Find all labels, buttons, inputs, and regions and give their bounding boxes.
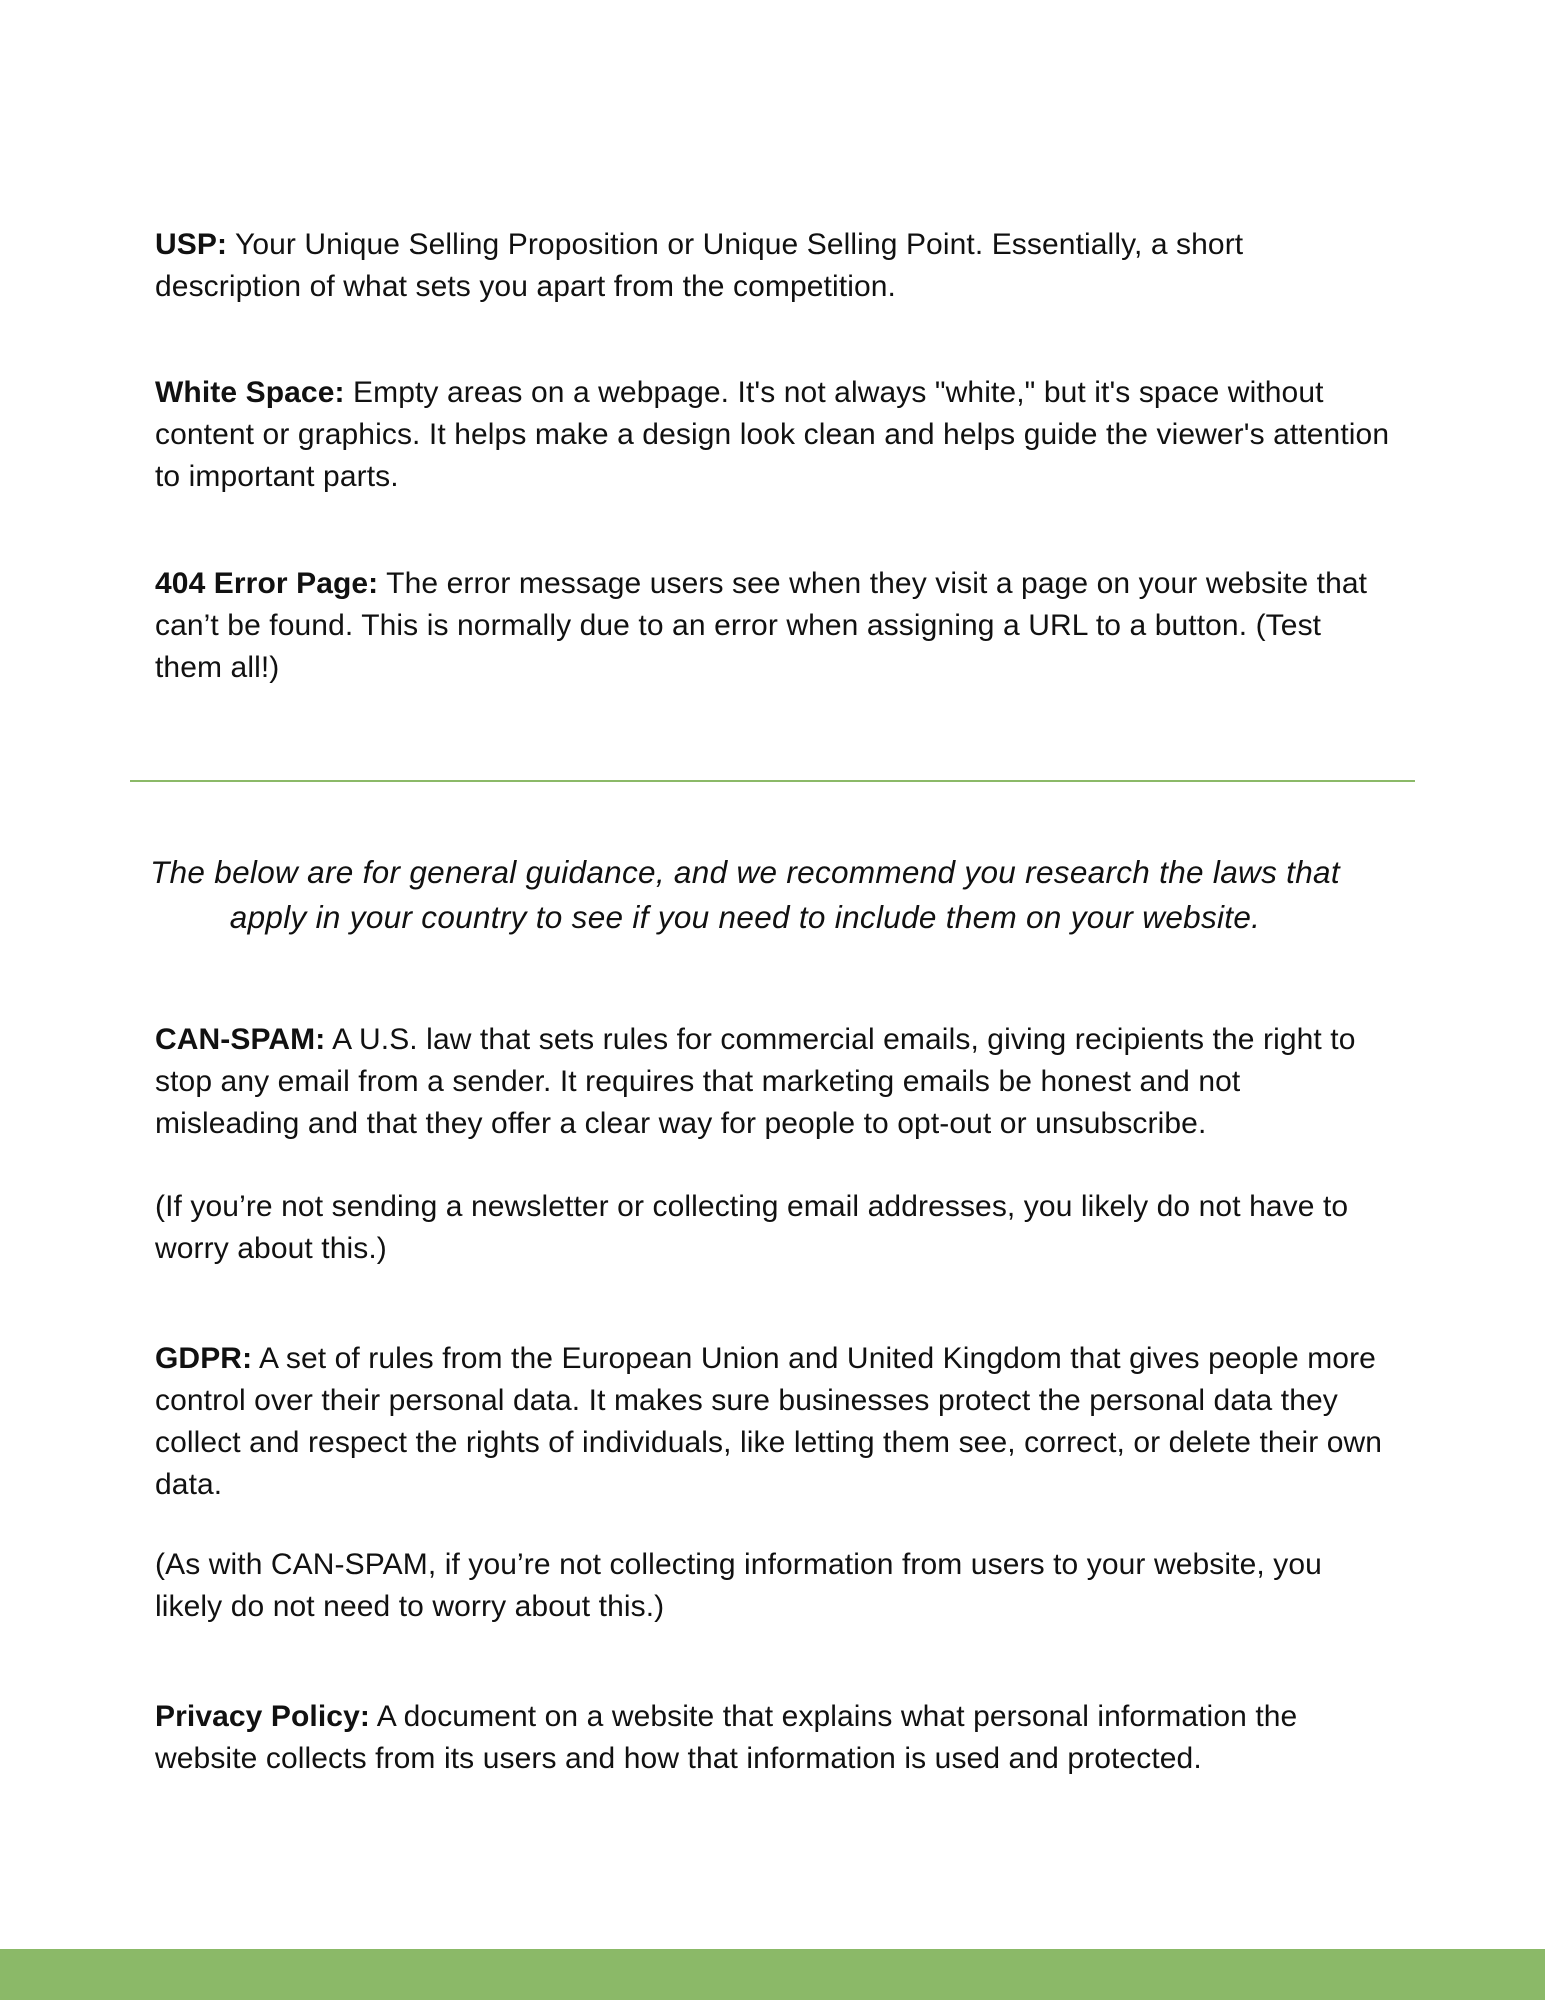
glossary-definition: A U.S. law that sets rules for commercial emails, giving recipients the right to stop any email from a sender. It requires that marketing emails be honest and not misleading and that they offer a clear way for people to opt-out or unsubscribe. bbox=[155, 1023, 1356, 1140]
glossary-entry-privacy-policy bbox=[155, 1696, 1390, 1780]
section-divider bbox=[130, 780, 1415, 782]
glossary-term: CAN-SPAM: bbox=[155, 1023, 326, 1056]
legal-guidance-note: The below are for general guidance, and we recommend you research the laws that apply in your country to see if you need to include them on your website. bbox=[150, 854, 1340, 935]
glossary-entry-white-space bbox=[155, 372, 1390, 498]
glossary-entry-gdpr bbox=[155, 1338, 1390, 1506]
footer-band bbox=[0, 1949, 1545, 2000]
glossary-definition: A set of rules from the European Union and United Kingdom that gives people more control over their personal data. It makes sure businesses protect the personal data they collect and respect the rights of individuals, like letting them see, correct, or delete their own data. bbox=[155, 1342, 1383, 1501]
glossary-term: USP: bbox=[155, 228, 228, 261]
glossary-definition: Your Unique Selling Proposition or Unique Selling Point. Essentially, a short description of what sets you apart from the competition. bbox=[155, 228, 1244, 303]
glossary-term: White Space: bbox=[155, 376, 345, 409]
glossary-definition: The error message users see when they visit a page on your website that can’t be found. This is normally due to an error when assigning a URL to a button. (Test them all!) bbox=[155, 567, 1368, 684]
glossary-term: 404 Error Page: bbox=[155, 567, 379, 600]
glossary-definition: Empty areas on a webpage. It's not always "white," but it's space without content or graphics. It helps make a design look clean and helps guide the viewer's attention to important parts. bbox=[155, 376, 1390, 493]
can-spam-aside: (If you’re not sending a newsletter or collecting email addresses, you likely do not have to worry about this.) bbox=[155, 1190, 1349, 1265]
glossary-term: Privacy Policy: bbox=[155, 1700, 370, 1733]
glossary-definition: A document on a website that explains what personal information the website collects from its users and how that information is used and protected. bbox=[155, 1700, 1298, 1775]
glossary-entry-404-error-page bbox=[155, 563, 1390, 689]
glossary-entry-usp bbox=[155, 224, 1390, 308]
gdpr-aside: (As with CAN-SPAM, if you’re not collecting information from users to your website, you likely do not need to worry about this.) bbox=[155, 1548, 1322, 1623]
glossary-entry-can-spam bbox=[155, 1019, 1390, 1145]
glossary-term: GDPR: bbox=[155, 1342, 253, 1375]
